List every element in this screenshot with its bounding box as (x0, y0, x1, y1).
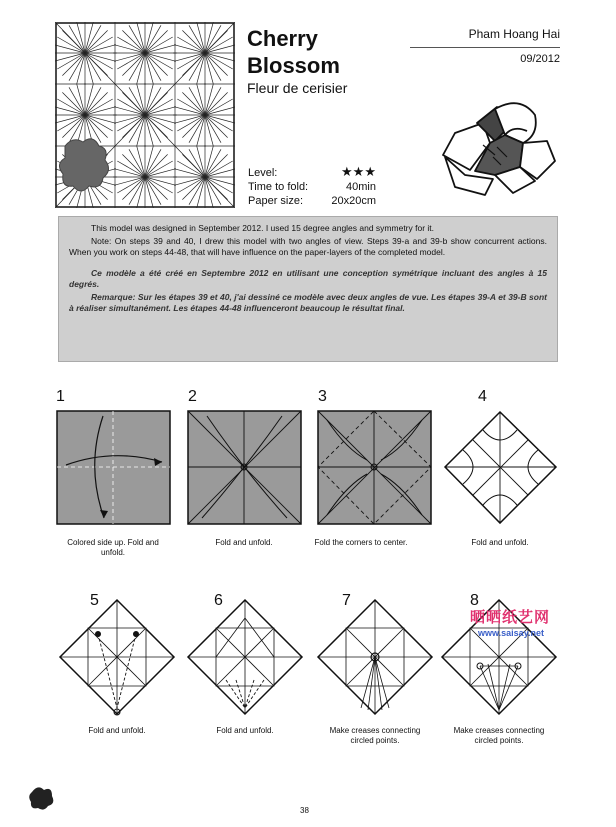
step-1-number: 1 (56, 388, 65, 405)
desc-en-2: Note: On steps 39 and 40, I drew this model with two angles of view. Steps 39-a and 39-b show concurrent actions. When you work on steps 44-48, that will have influence on the paper-layers of the completed model. (69, 236, 547, 257)
desc-en-1: This model was designed in September 2012. I used 15 degree angles and symmetry for it. (91, 223, 435, 233)
step-5-number: 5 (90, 592, 99, 609)
step-6-caption: Fold and unfold. (216, 726, 274, 735)
watermark-logo: 晒晒纸艺网 (470, 609, 551, 626)
step-4-caption: Fold and unfold. (471, 538, 529, 547)
step-2-number: 2 (188, 388, 197, 405)
title-line2: Blossom (247, 53, 340, 78)
level-stars: ★★★ (341, 164, 376, 179)
paper-value: 20x20cm (331, 195, 376, 207)
crease-pattern (55, 22, 235, 208)
header-rule (410, 47, 560, 48)
author: Pham Hoang Hai (468, 27, 560, 41)
paper-label: Paper size: (248, 195, 304, 207)
step-5-caption: Fold and unfold. (88, 726, 146, 735)
date: 09/2012 (520, 53, 560, 65)
step-2-diagram (187, 410, 302, 525)
model-illustration (435, 95, 565, 200)
step-7-number: 7 (342, 592, 351, 609)
step-3-caption: Fold the corners to center. (314, 538, 408, 547)
level-label: Level: (248, 167, 278, 179)
desc-fr-1: Ce modèle a été créé en Septembre 2012 en utilisant une conception symétrique incluant des angles à 15 degrés. (69, 268, 547, 289)
desc-fr-2: Remarque: Sur les étapes 39 et 40, j'ai dessiné ce modèle avec deux angles de vue. Les étapes 39-A et 39-B sont à réaliser simultanément. Les étapes 44-48 influenceront beaucoup le résultat final. (69, 292, 547, 313)
step-4-number: 4 (478, 388, 487, 405)
step-7-caption: Make creases connecting circled points. (329, 726, 421, 745)
description-box (58, 216, 558, 362)
step-8-caption: Make creases connecting circled points. (453, 726, 545, 745)
step-8-number: 8 (470, 592, 479, 609)
step-3-number: 3 (318, 388, 327, 405)
time-label: Time to fold: (248, 181, 309, 193)
step-1-caption: Colored side up. Fold and unfold. (67, 538, 159, 557)
title-line1: Cherry (247, 26, 318, 51)
subtitle: Fleur de cerisier (247, 80, 348, 96)
step-4-diagram (443, 410, 558, 525)
step-1-diagram (56, 410, 171, 525)
step-6-number: 6 (214, 592, 223, 609)
time-value: 40min (346, 181, 376, 193)
step-7-diagram (316, 598, 434, 716)
watermark-url: www.saisay.net (478, 628, 545, 638)
step-2-caption: Fold and unfold. (215, 538, 273, 547)
page-number: 38 (300, 806, 309, 815)
step-6-diagram (186, 598, 304, 716)
step-3-diagram (317, 410, 432, 525)
step-5-diagram (58, 598, 176, 716)
blossom-silhouette (59, 139, 108, 191)
blossom-footer-icon (28, 782, 56, 810)
